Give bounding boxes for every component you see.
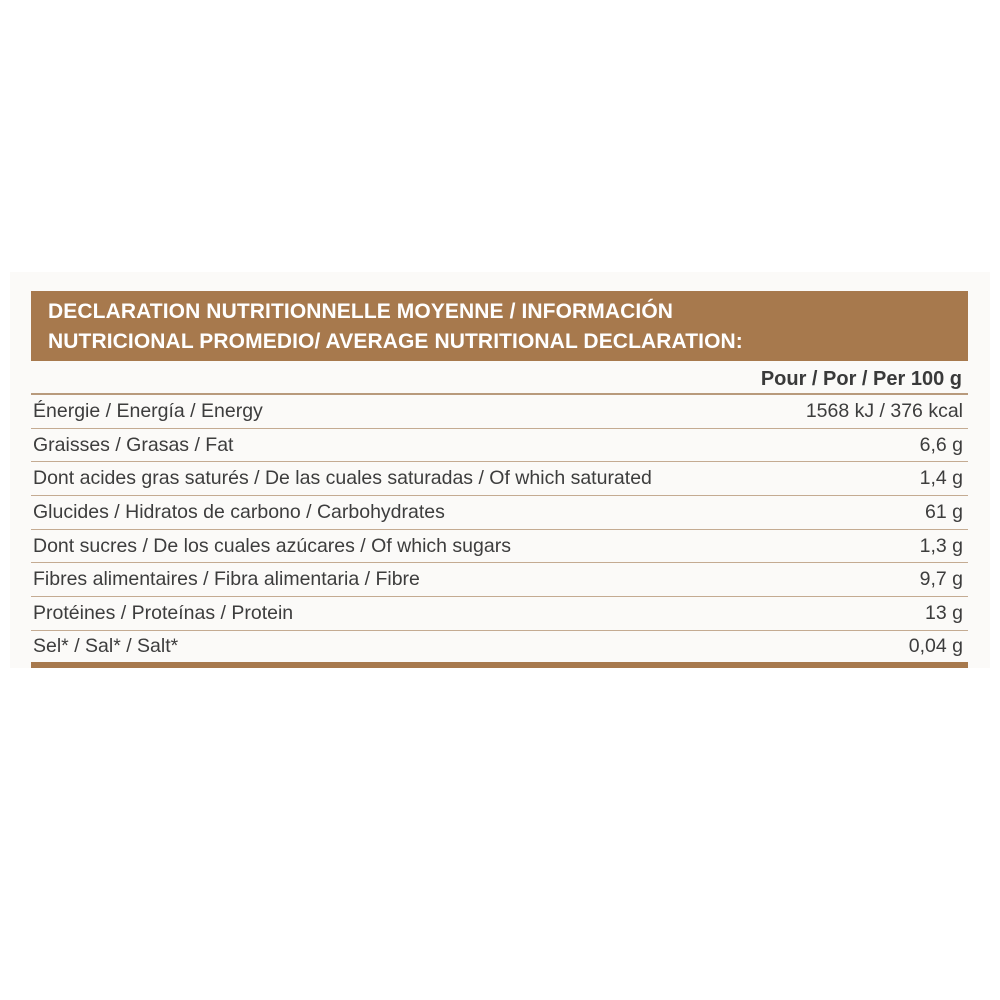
table-row-saturated xyxy=(31,462,968,496)
row-label: Dont sucres / De los cuales azúcares / Of which sugars xyxy=(33,534,511,557)
column-header xyxy=(31,361,968,395)
column-header-per-100g: Pour / Por / Per 100 g xyxy=(760,368,962,390)
nutrition-card xyxy=(10,272,990,668)
table-row-protein xyxy=(31,597,968,631)
table-row-carbohydrates xyxy=(31,496,968,530)
row-label: Glucides / Hidratos de carbono / Carbohydrates xyxy=(33,500,445,523)
table-row-sugars xyxy=(31,530,968,564)
row-label: Sel* / Sal* / Salt* xyxy=(33,634,179,657)
row-label: Énergie / Energía / Energy xyxy=(33,399,263,422)
row-value: 61 g xyxy=(925,500,963,523)
row-value: 1,3 g xyxy=(919,534,963,557)
row-value: 9,7 g xyxy=(919,568,963,591)
table-title-line-2: NUTRICIONAL PROMEDIO/ AVERAGE NUTRITIONAL DECLARATION: xyxy=(48,330,743,353)
row-label: Dont acides gras saturés / De las cuales saturadas / Of which saturated xyxy=(33,467,652,490)
table-title-line-1: DECLARATION NUTRITIONNELLE MOYENNE / INFORMACIÓN xyxy=(48,300,674,323)
row-value: 1,4 g xyxy=(919,467,963,490)
table-row-fibre xyxy=(31,563,968,597)
row-label: Protéines / Proteínas / Protein xyxy=(33,601,294,624)
table-title xyxy=(31,291,968,361)
table-row-salt xyxy=(31,631,968,668)
table-row-energy xyxy=(31,395,968,429)
row-label: Graisses / Grasas / Fat xyxy=(33,433,234,456)
row-value: 0,04 g xyxy=(908,634,963,657)
row-value: 1568 kJ / 376 kcal xyxy=(805,399,963,422)
row-label: Fibres alimentaires / Fibra alimentaria / Fibre xyxy=(33,568,420,591)
table-row-fat xyxy=(31,429,968,463)
row-value: 13 g xyxy=(925,601,963,624)
row-value: 6,6 g xyxy=(919,433,963,456)
nutrition-table xyxy=(31,291,968,668)
